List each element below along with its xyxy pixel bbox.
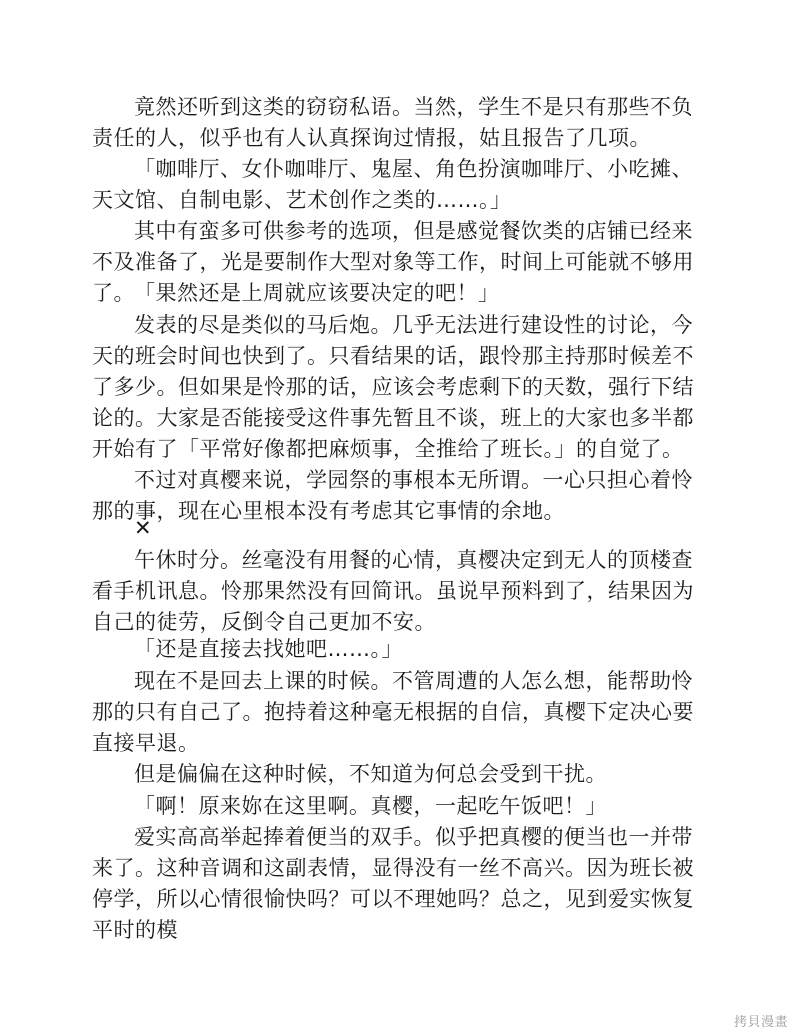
paragraph-8: 爱实高高举起捧着便当的双手。似乎把真樱的便当也一并带来了。这种音调和这副表情，显得没有一丝不高兴。因为班长被停学，所以心情很愉快吗？可以不理她吗？总之，见到爱实恢复平时的模 bbox=[92, 825, 694, 942]
quote-list: 「咖啡厅、女仆咖啡厅、鬼屋、角色扮演咖啡厅、小吃摊、天文馆、自制电影、艺术创作之类的……。」 bbox=[92, 157, 693, 212]
paragraph-6: 现在不是回去上课的时候。不管周遭的人怎么想，能帮助怜那的只有自己了。抱持着这种毫无根据的自信，真樱下定决心要直接早退。 bbox=[92, 669, 694, 755]
quote-1: 「果然还是上周就应该要决定的吧！」 bbox=[134, 281, 500, 305]
quote-3: 「啊！原来妳在这里啊。真樱，一起吃午饭吧！」 bbox=[134, 794, 607, 818]
paragraph-2: 其中有蛮多可供参考的选项，但是感觉餐饮类的店铺已经来不及准备了，光是要制作大型对象等工作，时间上可能就不够用了。 bbox=[92, 219, 694, 305]
paragraph-5: 午休时分。丝毫没有用餐的心情，真樱决定到无人的顶楼查看手机讯息。怜那果然没有回简讯。虽说早预料到了，结果因为自己的徒劳，反倒令自己更加不安。 bbox=[92, 548, 694, 634]
scene-break-mark: ✕ bbox=[134, 516, 153, 540]
paragraph-4: 不过对真樱来说，学园祭的事根本无所谓。一心只担心着怜那的事，现在心里根本没有考虑其它事情的余地。 bbox=[92, 468, 693, 523]
quote-2: 「还是直接去找她吧……。」 bbox=[134, 637, 403, 661]
paragraph-1: 竟然还听到这类的窃窃私语。当然，学生不是只有那些不负责任的人，似乎也有人认真探询过情报，姑且报告了几项。 bbox=[92, 95, 693, 150]
paragraph-7: 但是偏偏在这种时候，不知道为何总会受到干扰。 bbox=[134, 762, 607, 786]
watermark: 拷貝漫畫 bbox=[733, 1015, 788, 1030]
paragraph-3: 发表的尽是类似的马后炮。几乎无法进行建设性的讨论，今天的班会时间也快到了。只看结果的话，跟怜那主持那时候差不了多少。但如果是怜那的话，应该会考虑剩下的天数，强行下结论的。大家是否能接受这件事先暂且不谈，班上的大家也多半都开始有了「平常好像都把麻烦事，全推给了班长。」的自觉了。 bbox=[92, 313, 694, 461]
